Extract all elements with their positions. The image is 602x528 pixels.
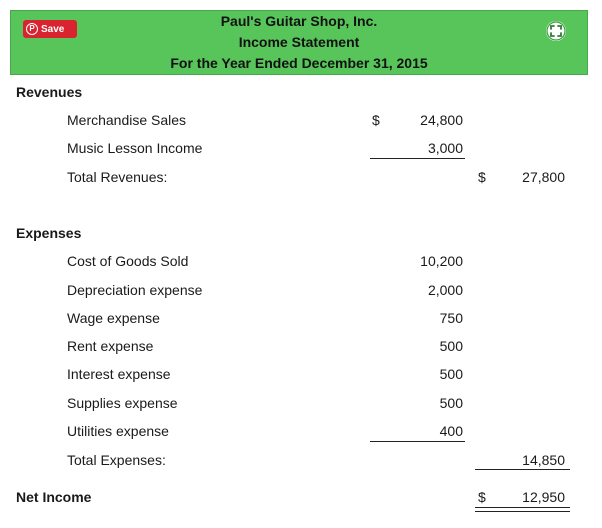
currency-symbol: $ <box>478 169 486 185</box>
expense-item-label: Interest expense <box>67 366 171 382</box>
net-income-label: Net Income <box>16 489 92 505</box>
currency-symbol: $ <box>478 489 486 505</box>
save-button[interactable] <box>23 20 77 38</box>
total-expenses-amount: 14,850 <box>522 452 565 468</box>
expense-item-amount: 500 <box>439 395 463 411</box>
expense-item-label: Cost of Goods Sold <box>67 253 189 269</box>
revenue-item-label: Merchandise Sales <box>67 112 187 128</box>
currency-symbol: $ <box>372 112 380 128</box>
revenue-item-amount: 24,800 <box>420 112 463 128</box>
revenues-heading: Revenues <box>16 84 83 100</box>
expense-item-amount: 500 <box>439 366 463 382</box>
statement-title: Income Statement <box>238 34 360 50</box>
total-revenues-label: Total Revenues: <box>67 169 168 185</box>
company-name: Paul's Guitar Shop, Inc. <box>220 13 378 29</box>
expense-item-amount: 500 <box>439 338 463 354</box>
total-revenues-amount: 27,800 <box>522 169 565 185</box>
expense-item-amount: 750 <box>439 310 463 326</box>
expense-item-label: Rent expense <box>67 338 154 354</box>
revenue-item-amount: 3,000 <box>427 140 463 156</box>
expand-button[interactable] <box>546 21 566 41</box>
save-button-label: Save <box>41 23 65 35</box>
statement-period: For the Year Ended December 31, 2015 <box>170 55 428 71</box>
double-rule-bottom <box>475 511 570 512</box>
expense-item-label: Utilities expense <box>67 423 169 439</box>
expense-item-amount: 400 <box>439 423 463 439</box>
expand-icon <box>546 21 566 41</box>
expenses-heading: Expenses <box>16 225 82 241</box>
revenue-item-label: Music Lesson Income <box>67 140 203 156</box>
total-rule <box>475 469 570 470</box>
subtotal-rule <box>370 158 465 159</box>
expense-item-label: Wage expense <box>67 310 160 326</box>
expense-item-label: Depreciation expense <box>67 282 203 298</box>
subtotal-rule <box>370 441 465 442</box>
pinterest-icon: P <box>26 23 38 35</box>
double-rule-top <box>475 507 570 508</box>
net-income-amount: 12,950 <box>522 489 565 505</box>
statement-header <box>10 10 588 75</box>
expense-item-amount: 2,000 <box>427 282 463 298</box>
expense-item-amount: 10,200 <box>420 253 463 269</box>
expense-item-label: Supplies expense <box>67 395 178 411</box>
total-expenses-label: Total Expenses: <box>67 452 166 468</box>
